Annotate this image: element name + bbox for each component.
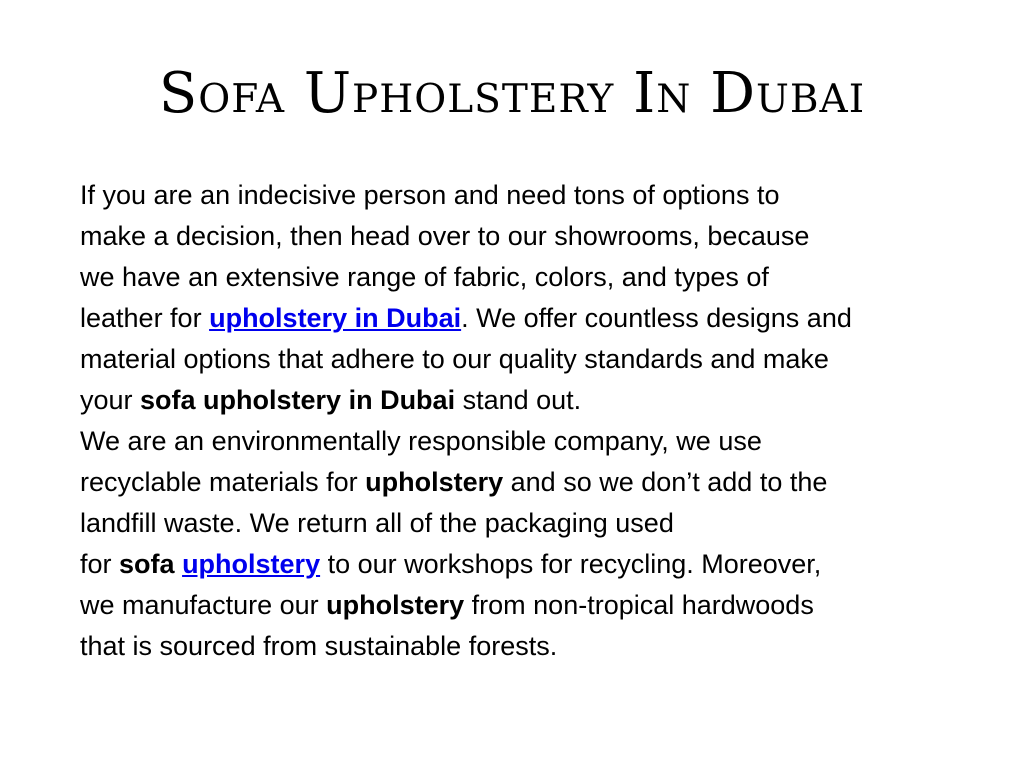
- body-text: your: [80, 385, 141, 415]
- body-text: from non-tropical hardwoods: [464, 590, 814, 620]
- body-text: and so we don’t add to the: [503, 467, 828, 497]
- body-text: . We offer countless designs and: [461, 303, 852, 333]
- body-line: that is sourced from sustainable forests.: [80, 631, 558, 661]
- body-text: leather for: [80, 303, 210, 333]
- body-line: [80, 462, 965, 503]
- body-line: [80, 544, 965, 585]
- body-line: [80, 380, 965, 421]
- body-line: [80, 585, 965, 626]
- slide-body: [80, 175, 965, 667]
- bold-keyword: upholstery: [365, 467, 504, 497]
- body-text: to our workshops for recycling. Moreover,: [320, 549, 822, 579]
- body-line: We are an environmentally responsible company, we use: [80, 426, 762, 456]
- slide-title: Sofa Upholstery In Dubai: [158, 61, 866, 126]
- upholstery-link[interactable]: upholstery: [182, 549, 321, 579]
- bold-keyword: sofa: [119, 549, 175, 579]
- body-text: recyclable materials for: [80, 467, 366, 497]
- body-line: material options that adhere to our quality standards and make: [80, 344, 829, 374]
- bold-keyword: upholstery: [326, 590, 465, 620]
- body-text: we manufacture our: [80, 590, 327, 620]
- body-line: If you are an indecisive person and need tons of options to: [80, 180, 780, 210]
- bold-keyword: sofa upholstery in Dubai: [140, 385, 456, 415]
- body-line: make a decision, then head over to our showrooms, because: [80, 221, 810, 251]
- body-text: for: [80, 549, 120, 579]
- body-text: stand out.: [455, 385, 582, 415]
- body-line: [80, 298, 965, 339]
- body-text: [175, 549, 183, 579]
- body-line: we have an extensive range of fabric, colors, and types of: [80, 262, 769, 292]
- body-line: landfill waste. We return all of the packaging used: [80, 508, 674, 538]
- upholstery-in-dubai-link[interactable]: upholstery in Dubai: [209, 303, 462, 333]
